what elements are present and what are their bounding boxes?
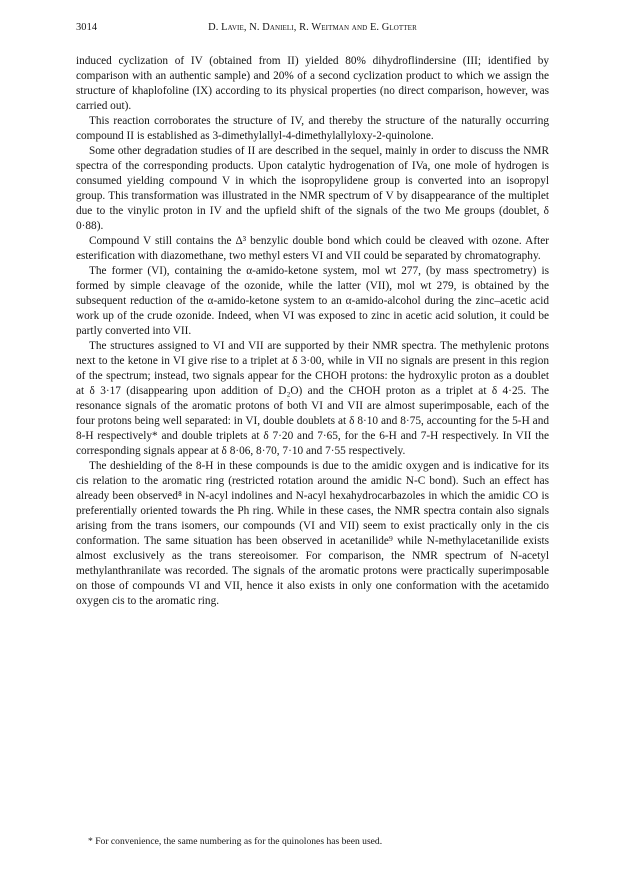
paragraph-structure-of-iv: This reaction corroborates the structure of IV, and thereby the structure of the naturally occurring compound II is established as 3-dimethylallyl-4-dimethylallyloxy-2-quinolone.	[76, 115, 549, 142]
paragraph-nmr-spectra: The structures assigned to VI and VII are supported by their NMR spectra. The methylenic protons next to the ketone in VI give rise to a triplet at δ 3·00, while in VII no signals are present in this region of the spectrum; instead, two signals appear for the CHOH protons: the hydroxylic proton as a doublet at δ 3·17 (disappearing upon addition of D₂O) and the CHOH proton as a triplet at δ 4·25. The resonance signals of the aromatic protons of both VI and VII are almost superimposable, each of the four protons being well separated: in VI, double doublets at δ 8·10 and 8·75, accounting for the 5-H and 8-H respectively* and double triplets at δ 7·20 and 7·65, for the 6-H and 7-H respectively. In VII the corresponding signals appear at δ 8·06, 8·70, 7·10 and 7·55 respectively.	[76, 340, 549, 457]
page-number: 3014	[76, 22, 98, 33]
footnote: * For convenience, the same numbering as for the quinolones has been used.	[88, 836, 383, 847]
paragraph-deshielding: The deshielding of the 8-H in these compounds is due to the amidic oxygen and is indicative for its cis relation to the aromatic ring (restricted rotation around the amidic N-C bond). Such an effect has already been observed⁸ in N-acyl indolines and N-acyl hexahydrocarbazoles in which the amidic CO is preferentially oriented towards the Ph ring. While in these cases, the NMR spectra contain also signals arising from the trans isomers, our compounds (VI and VII) seem to exist practically only in the cis conformation. The same situation has been observed in acetanilide⁹ while N-methylacetanilide exists almost exclusively as the trans stereoisomer. For comparison, the NMR spectrum of N-acetyl methylanthranilate was recorded. The signals of the aromatic protons were practically superimposable on those of compounds VI and VII, hence it also exists in only one conformation with the acetamido oxygen cis to the aromatic ring.	[76, 460, 549, 607]
paragraph-degradation-studies: Some other degradation studies of II are described in the sequel, mainly in order to discuss the NMR spectra of the corresponding products. Upon catalytic hydrogenation of IVa, one mole of hydrogen is consumed yielding compound V in which the isopropylidene group is converted into an isopropyl group. This transformation was illustrated in the NMR spectrum of V by disappearance of the multiplet due to the vinylic proton in IV and the upfield shift of the signals of the two Me groups (doublet, δ 0·88).	[76, 145, 549, 232]
page-header	[76, 22, 549, 38]
paragraph-continued: induced cyclization of IV (obtained from II) yielded 80% dihydroflindersine (III; identified by comparison with an authentic sample) and 20% of a second cyclization product to which we assign the structure of khaplofoline (IX) according to its physical properties (no direct comparison, however, was carried out).	[76, 55, 549, 112]
running-head-authors: D. Lavie, N. Danieli, R. Weitman and E. Glotter	[208, 22, 417, 33]
paragraph-ozonolysis: Compound V still contains the Δ³ benzylic double bond which could be cleaved with ozone. After esterification with diazomethane, two methyl esters VI and VII could be separated by chromatography.	[76, 235, 549, 262]
article-body	[76, 54, 549, 609]
paragraph-esters-vi-vii: The former (VI), containing the α-amido-ketone system, mol wt 277, (by mass spectrometry) is formed by simple cleavage of the ozonide, while the latter (VII), mol wt 279, is obtained by the subsequent reduction of the α-amido-ketone system to an α-amido-alcohol during the zinc–acetic acid work up of the crude ozonide. Indeed, when VI was exposed to zinc in acetic acid solution, it could be partly converted into VII.	[76, 265, 549, 337]
